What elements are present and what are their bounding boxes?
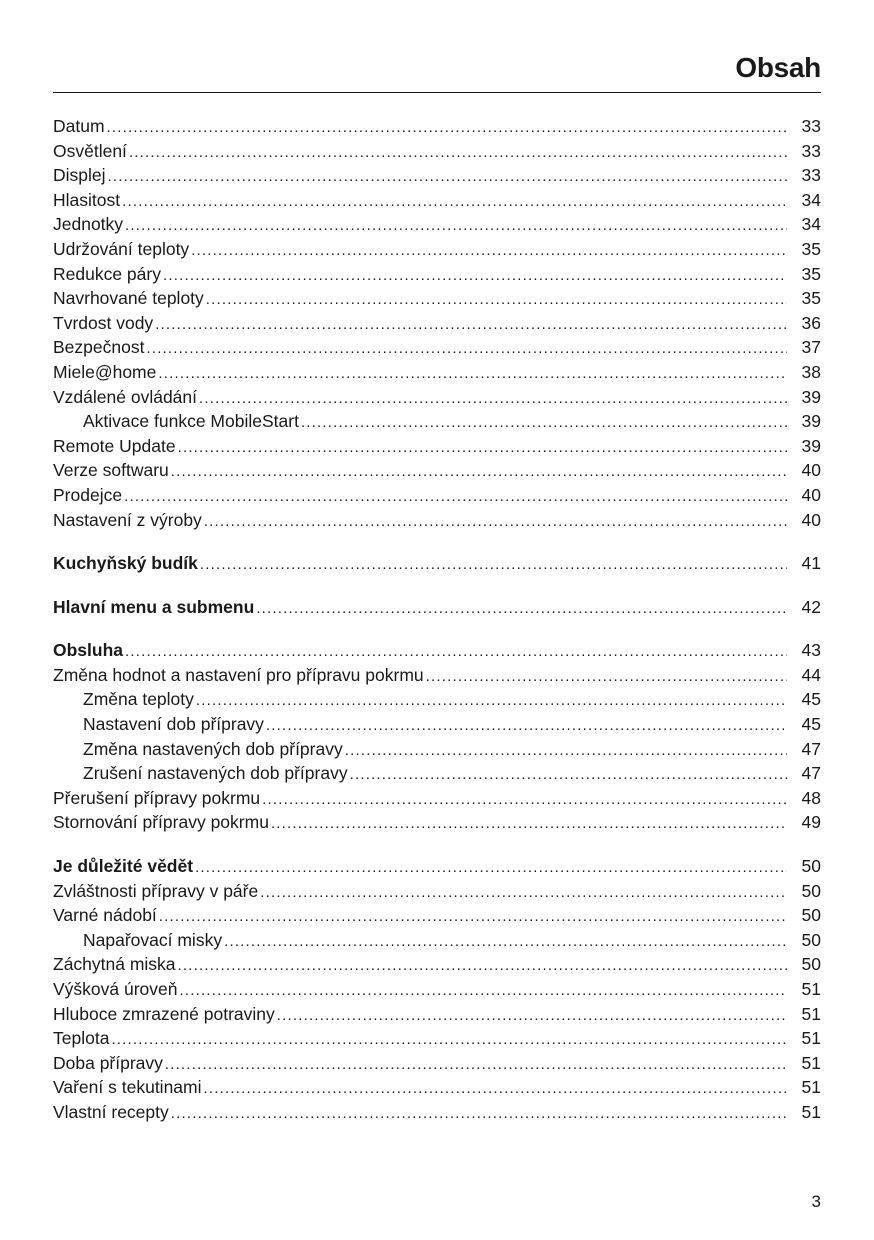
toc-entry-label: Přerušení přípravy pokrmu [53,787,261,808]
toc-entry-label: Jednotky [53,214,124,235]
dot-leader [350,763,787,788]
toc-entry-page: 42 [801,596,821,617]
page-number: 3 [811,1192,821,1211]
dot-leader [124,485,787,510]
table-of-contents [53,114,821,1144]
toc-subentry[interactable] [53,761,821,786]
toc-entry[interactable] [53,237,821,262]
toc-entry-page: 51 [801,1052,821,1073]
toc-entry-label: Hlasitost [53,189,121,210]
toc-section-heading[interactable] [53,854,821,879]
toc-entry-page: 49 [801,812,821,833]
toc-entry-label: Kuchyňský budík [53,553,198,574]
dot-leader [204,1077,788,1102]
toc-section-heading[interactable] [53,638,821,663]
dot-leader [345,739,787,764]
dot-leader [163,264,787,289]
toc-entry[interactable] [53,212,821,237]
toc-entry-label: Remote Update [53,435,176,456]
dot-leader [256,597,787,622]
toc-entry-page: 33 [801,165,821,186]
dot-leader [260,881,787,906]
toc-entry[interactable] [53,903,821,928]
toc-entry[interactable] [53,1026,821,1051]
toc-entry-label: Navrhované teploty [53,288,204,309]
toc-entry-page: 50 [801,856,821,877]
toc-entry-page: 45 [801,689,821,710]
dot-leader [129,141,787,166]
toc-entry-label: Vaření s tekutinami [53,1077,202,1098]
toc-entry-page: 51 [801,1003,821,1024]
toc-group-settings [53,114,821,532]
toc-entry-label: Doba přípravy [53,1052,163,1073]
toc-entry-page: 51 [801,1101,821,1122]
toc-entry-label: Vlastní recepty [53,1101,169,1122]
toc-entry[interactable] [53,262,821,287]
toc-entry-page: 35 [801,238,821,259]
dot-leader [196,689,787,714]
toc-entry-page: 37 [801,337,821,358]
toc-entry-page: 35 [801,288,821,309]
toc-entry-page: 47 [801,763,821,784]
toc-entry-page: 51 [801,979,821,999]
toc-entry-page: 35 [801,263,821,284]
toc-entry[interactable] [53,139,821,164]
dot-leader [158,362,787,387]
toc-entry[interactable] [53,458,821,483]
toc-entry-label: Hlavní menu a submenu [53,596,255,617]
toc-entry[interactable] [53,663,821,688]
dot-leader [180,979,787,1004]
toc-entry-page: 48 [801,787,821,808]
dot-leader [178,436,787,461]
dot-leader [195,856,787,881]
toc-entry[interactable] [53,483,821,508]
toc-group-good-to-know [53,854,821,1125]
toc-entry[interactable] [53,879,821,904]
toc-subentry[interactable] [53,687,821,712]
toc-entry-label: Udržování teploty [53,238,190,259]
toc-entry[interactable] [53,114,821,139]
toc-group-operation [53,638,821,835]
toc-entry-page: 43 [801,640,821,661]
toc-entry[interactable] [53,1051,821,1076]
dot-leader [266,714,787,739]
toc-entry-label: Varné nádobí [53,905,157,926]
toc-entry-label: Verze softwaru [53,460,169,481]
dot-leader [171,460,787,485]
dot-leader [199,387,787,412]
toc-entry-page: 33 [801,116,821,136]
dot-leader [200,553,787,578]
toc-entry[interactable] [53,335,821,360]
toc-entry-label: Změna teploty [83,689,194,710]
dot-leader [111,1028,787,1053]
toc-entry-page: 40 [801,509,821,530]
toc-entry-page: 39 [801,411,821,432]
toc-entry-label: Bezpečnost [53,337,145,358]
toc-entry-label: Tvrdost vody [53,312,154,333]
toc-entry-label: Výšková úroveň [53,979,178,999]
toc-entry-label: Miele@home [53,361,157,382]
toc-entry[interactable] [53,385,821,410]
toc-entry[interactable] [53,360,821,385]
toc-entry[interactable] [53,508,821,533]
toc-entry[interactable] [53,286,821,311]
toc-entry-page: 39 [801,435,821,456]
dot-leader [271,812,787,837]
dot-leader [426,665,787,690]
toc-entry-page: 34 [801,214,821,235]
dot-leader [262,788,787,813]
toc-entry-page: 50 [801,954,821,975]
toc-entry-label: Zrušení nastavených dob přípravy [83,763,348,784]
dot-leader [146,337,787,362]
dot-leader [206,288,787,313]
toc-entry-page: 36 [801,312,821,333]
toc-entry[interactable] [53,977,821,1002]
toc-entry-label: Změna nastavených dob přípravy [83,738,343,759]
toc-entry-label: Stornování přípravy pokrmu [53,812,269,833]
toc-entry-label: Záchytná miska [53,954,176,975]
toc-entry-page: 50 [801,880,821,901]
toc-entry-label: Změna hodnot a nastavení pro přípravu pokrmu [53,664,424,685]
toc-entry-label: Je důležité vědět [53,856,194,877]
toc-group-menus [53,595,821,620]
dot-leader [165,1053,787,1078]
dot-leader [155,313,787,338]
toc-entry-page: 50 [801,929,821,950]
dot-leader [171,1102,787,1127]
dot-leader [204,510,787,535]
toc-group-timer [53,551,821,576]
dot-leader [191,239,787,264]
toc-entry-page: 44 [801,664,821,685]
dot-leader [159,905,787,930]
page-title: Obsah [735,52,821,83]
toc-entry-page: 47 [801,738,821,759]
toc-entry[interactable] [53,188,821,213]
dot-leader [301,411,787,436]
toc-entry-label: Teplota [53,1028,110,1049]
toc-entry-page: 33 [801,140,821,161]
toc-entry[interactable] [53,311,821,336]
title-divider [53,92,821,93]
toc-entry-label: Aktivace funkce MobileStart [83,411,299,432]
toc-entry-page: 38 [801,361,821,382]
dot-leader [125,214,787,239]
toc-entry-label: Redukce páry [53,263,161,284]
toc-entry[interactable] [53,1075,821,1100]
toc-entry-page: 40 [801,460,821,481]
toc-entry-page: 34 [801,189,821,210]
toc-section-heading[interactable] [53,551,821,576]
toc-section-heading[interactable] [53,595,821,620]
toc-subentry[interactable] [53,712,821,737]
toc-entry-page: 40 [801,484,821,505]
toc-entry[interactable] [53,163,821,188]
toc-entry-label: Datum [53,116,105,136]
toc-entry-label: Hluboce zmrazené potraviny [53,1003,275,1024]
toc-subentry[interactable] [53,737,821,762]
toc-entry[interactable] [53,1002,821,1027]
toc-entry[interactable] [53,786,821,811]
toc-entry-label: Obsluha [53,640,124,661]
toc-entry[interactable] [53,810,821,835]
toc-entry-label: Nastavení z výroby [53,509,202,530]
toc-entry-label: Zvláštnosti přípravy v páře [53,880,259,901]
dot-leader [108,165,787,190]
toc-entry-page: 39 [801,386,821,407]
dot-leader [224,930,787,955]
toc-entry-page: 45 [801,714,821,735]
toc-entry-page: 51 [801,1028,821,1049]
dot-leader [107,116,787,141]
dot-leader [277,1004,787,1029]
dot-leader [122,190,787,215]
toc-entry-page: 41 [801,553,821,574]
toc-entry-page: 51 [801,1077,821,1098]
toc-subentry[interactable] [53,409,821,434]
dot-leader [125,640,787,665]
toc-entry-label: Nastavení dob přípravy [83,714,264,735]
toc-entry[interactable] [53,952,821,977]
toc-entry[interactable] [53,1100,821,1125]
dot-leader [178,954,787,979]
toc-entry-page: 50 [801,905,821,926]
toc-entry-label: Vzdálené ovládání [53,386,197,407]
toc-entry[interactable] [53,434,821,459]
toc-entry-label: Displej [53,165,106,186]
toc-entry-label: Napařovací misky [83,929,223,950]
toc-entry-label: Osvětlení [53,140,127,161]
toc-subentry[interactable] [53,928,821,953]
toc-entry-label: Prodejce [53,484,123,505]
